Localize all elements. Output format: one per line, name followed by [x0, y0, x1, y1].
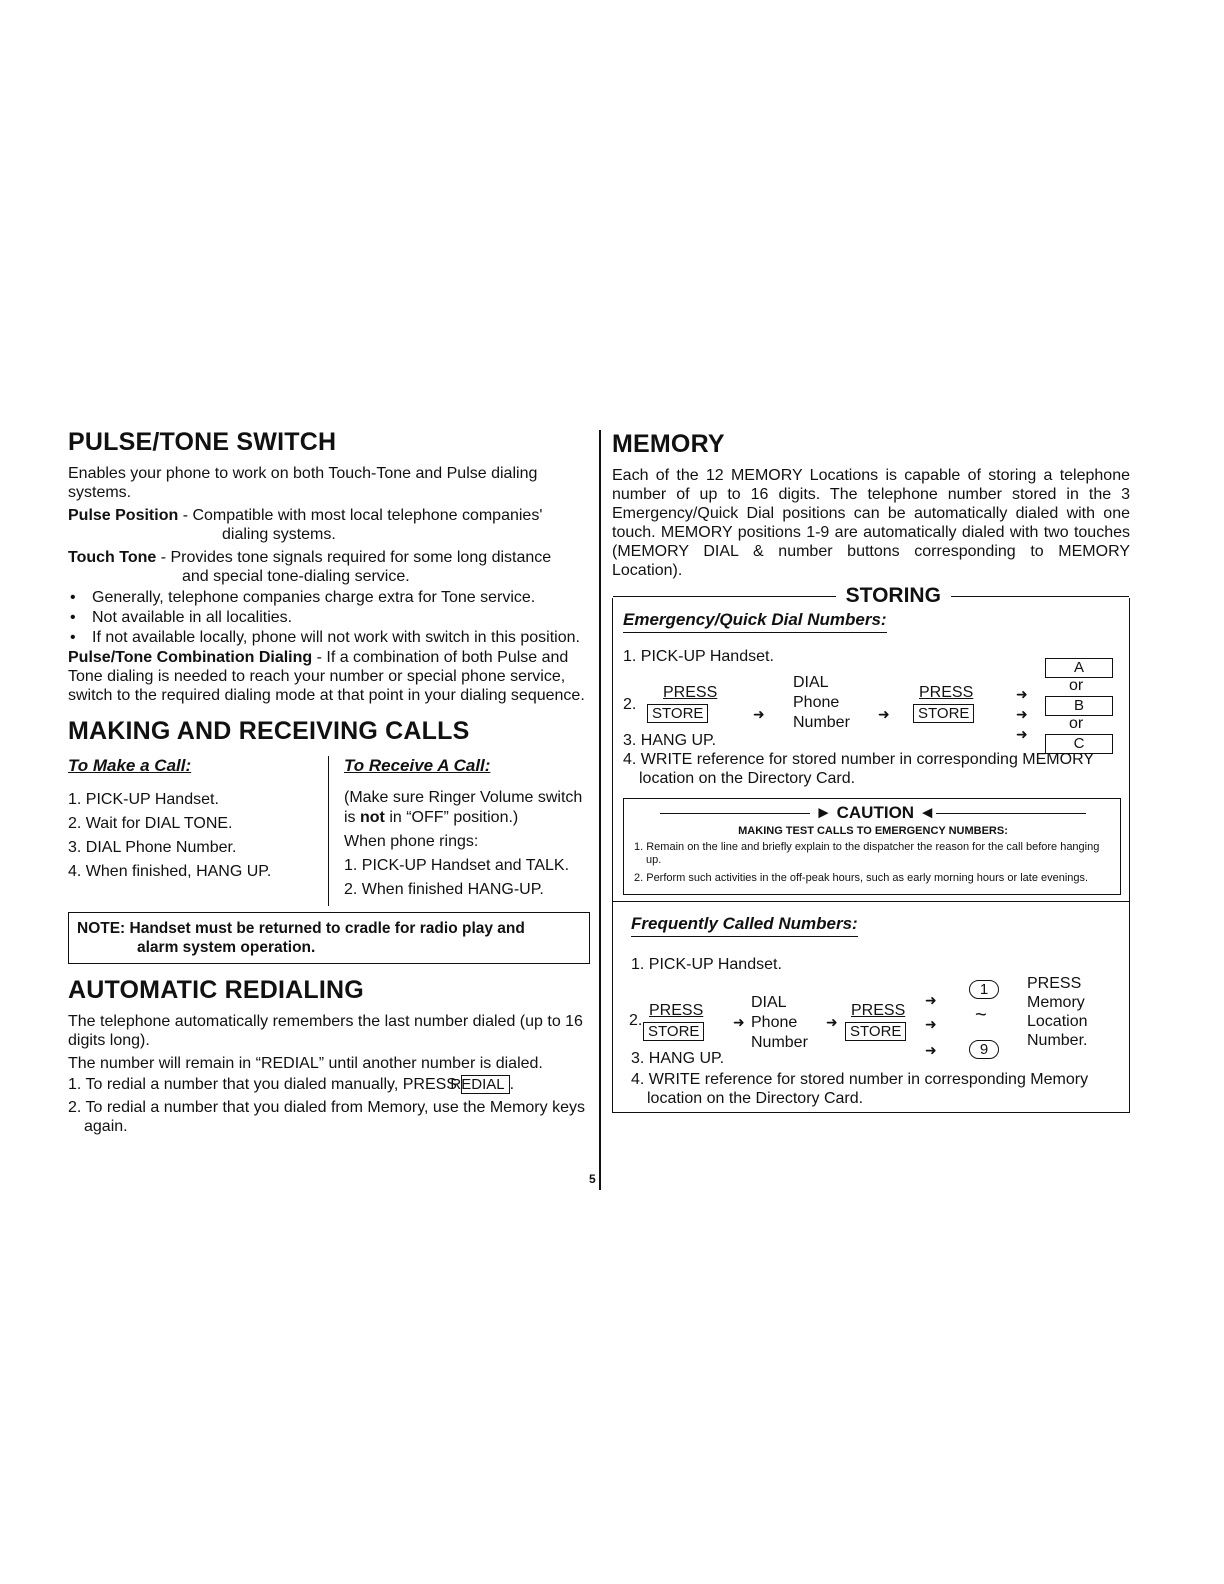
arrow-icon: ➜: [1016, 706, 1028, 722]
key-c: C: [1045, 734, 1113, 754]
emergency-title: Emergency/Quick Dial Numbers:: [623, 610, 887, 633]
ringer-note-a: (Make sure Ringer Volume switch is: [344, 789, 583, 826]
list-item: 4. When finished, HANG UP.: [68, 863, 272, 880]
receive-call-steps: [344, 854, 590, 902]
caution-title-row: ► CAUTION ◄: [634, 803, 1112, 823]
list-item: 1. PICK-UP Handset.: [68, 791, 219, 808]
key-1: 1: [969, 980, 999, 999]
touch-tone-term: Touch Tone: [68, 549, 157, 566]
touch-tone-def: [68, 548, 590, 586]
calls-heading: MAKING AND RECEIVING CALLS: [68, 717, 470, 745]
column-divider: [599, 430, 601, 1190]
pulse-position-text: - Compatible with most local telephone companies': [178, 507, 543, 524]
store-key-2: STORE: [845, 1022, 906, 1041]
press-label-2: PRESS: [851, 1002, 906, 1019]
key-b: B: [1045, 696, 1113, 716]
ringer-note: [344, 788, 590, 828]
step-2-number: 2.: [629, 1012, 643, 1029]
memory-intro: Each of the 12 MEMORY Locations is capable of storing a telephone number of up to 16 digits. The telephone number stored in the 3 Emergency/Quick Dial positions can be automatically dialed with one touch. MEMORY positions 1-9 are automatically dialed with two touches (MEMORY DIAL & number buttons corresponding to MEMORY Location).: [612, 467, 1130, 579]
redial-key: REDIAL: [461, 1075, 509, 1094]
key-a: A: [1045, 658, 1113, 678]
ringer-note-not: not: [360, 809, 385, 826]
arrow-icon: ➜: [1016, 726, 1028, 742]
pulse-position-term: Pulse Position: [68, 507, 179, 524]
or-label-2: or: [1069, 715, 1084, 732]
arrow-icon: ➜: [826, 1014, 838, 1030]
caution-box: [623, 798, 1121, 895]
redial-step-1-text: 1. To redial a number that you dialed manually, PRESS: [68, 1076, 457, 1093]
key-9: 9: [969, 1040, 999, 1059]
list-item: • Not available in all localities.: [68, 608, 590, 627]
caution-list: [634, 841, 1112, 885]
freq-step-1: 1. PICK-UP Handset.: [631, 956, 782, 973]
redial-para-2: The number will remain in “REDIAL” until another number is dialed.: [68, 1055, 543, 1072]
list-item: 1. PICK-UP Handset and TALK.: [344, 857, 570, 874]
redial-step-1: 1. To redial a number that you dialed manually, PRESS REDIAL .: [68, 1076, 515, 1093]
page-number: 5: [589, 1172, 596, 1186]
tone-notes-list: [68, 588, 590, 647]
handset-note: [68, 912, 590, 964]
arrow-icon: ➜: [733, 1014, 745, 1030]
combination-dialing-def: [68, 648, 590, 705]
emergency-step-1: 1. PICK-UP Handset.: [623, 648, 774, 665]
dial-label: DIAL: [793, 674, 829, 691]
receive-call-title: To Receive A Call:: [344, 756, 491, 775]
left-column: [68, 428, 590, 1136]
emergency-step-4: 4. WRITE reference for stored number in corresponding MEMORY location on the Directory Card.: [623, 751, 1094, 787]
number-label: Number: [793, 714, 850, 731]
make-call-section: [68, 756, 328, 906]
press-label-2: PRESS: [919, 684, 974, 701]
ringer-note-c: in “OFF” position.): [384, 809, 519, 826]
memory-heading: MEMORY: [612, 430, 725, 458]
list-item: • If not available locally, phone will not work with switch in this position.: [68, 628, 590, 647]
frequent-box: [612, 902, 1130, 1113]
press-label: PRESS: [663, 684, 718, 701]
freq-step-3: 3. HANG UP.: [631, 1050, 725, 1067]
touch-tone-text-2: and special tone-dialing service.: [182, 568, 410, 585]
dial-label: DIAL: [751, 994, 787, 1011]
make-call-title: To Make a Call:: [68, 756, 192, 775]
arrow-icon: ➜: [925, 1042, 937, 1058]
press-memory-l3: Location: [1027, 1013, 1088, 1030]
list-item: 3. DIAL Phone Number.: [68, 839, 237, 856]
pulse-position-text-2: dialing systems.: [222, 526, 336, 543]
range-tilde: ~: [975, 1004, 987, 1026]
pulse-position-def: [68, 506, 590, 544]
press-memory-l4: Number.: [1027, 1032, 1088, 1049]
combination-dialing-term: Pulse/Tone Combination Dialing: [68, 649, 313, 666]
caution-subtitle: MAKING TEST CALLS TO EMERGENCY NUMBERS:: [738, 825, 1008, 837]
redial-para-1: The telephone automatically remembers the last number dialed (up to 16 digits long).: [68, 1013, 583, 1049]
when-rings: When phone rings:: [344, 833, 479, 850]
storing-title-row: [613, 584, 1129, 608]
arrow-icon: ➜: [878, 706, 890, 722]
note-line-2: alarm system operation.: [137, 939, 316, 956]
pulse-tone-heading: PULSE/TONE SWITCH: [68, 428, 337, 456]
pulse-tone-intro: Enables your phone to work on both Touch-Tone and Pulse dialing systems.: [68, 465, 538, 501]
freq-step-4: 4. WRITE reference for stored number in corresponding Memory location on the Directory Card.: [631, 1071, 1089, 1107]
list-item: 2. When finished HANG-UP.: [344, 881, 544, 898]
press-memory-label: [1027, 974, 1088, 1050]
arrow-icon: ➜: [925, 992, 937, 1008]
arrow-icon: ➜: [1016, 686, 1028, 702]
emergency-step-3: 3. HANG UP.: [623, 732, 717, 749]
right-column: [612, 430, 1130, 1113]
press-label: PRESS: [649, 1002, 704, 1019]
list-item: 1. Remain on the line and briefly explain to the dispatcher the reason for the call before hanging up.: [634, 841, 1100, 866]
arrow-icon: ➜: [925, 1016, 937, 1032]
list-item: 2. Perform such activities in the off-peak hours, such as early morning hours or late evenings.: [634, 872, 1089, 884]
press-memory-l2: Memory: [1027, 994, 1085, 1011]
frequent-title: Frequently Called Numbers:: [631, 914, 858, 937]
press-memory-l1: PRESS: [1027, 975, 1082, 992]
store-key-2: STORE: [913, 704, 974, 723]
touch-tone-text: - Provides tone signals required for some long distance: [156, 549, 552, 566]
store-key: STORE: [647, 704, 708, 723]
redial-step-2: 2. To redial a number that you dialed from Memory, use the Memory keys again.: [68, 1099, 585, 1135]
emergency-step-2-diagram: [623, 659, 1121, 752]
receive-call-section: [328, 756, 590, 906]
number-label: Number: [751, 1034, 808, 1051]
make-call-steps: [68, 788, 328, 884]
caution-title: CAUTION: [836, 803, 915, 822]
step-2-number: 2.: [623, 696, 637, 713]
calls-columns: [68, 756, 590, 906]
redial-heading: AUTOMATIC REDIALING: [68, 976, 364, 1004]
store-key: STORE: [643, 1022, 704, 1041]
combination-dialing-text: - If a combination of both Pulse and Tone dialing is needed to reach your number or special phone service, switch to the required dialing mode at that point in your dialing sequence.: [68, 649, 585, 704]
storing-box: [612, 584, 1130, 902]
note-line-1: NOTE: Handset must be returned to cradle for radio play and: [77, 920, 525, 937]
or-label: or: [1069, 677, 1084, 694]
arrow-icon: ➜: [753, 706, 765, 722]
phone-label: Phone: [793, 694, 840, 711]
list-item: • Generally, telephone companies charge extra for Tone service.: [68, 588, 590, 607]
storing-title: STORING: [845, 584, 941, 607]
phone-label: Phone: [751, 1014, 798, 1031]
freq-step-2-diagram: [629, 975, 1121, 1068]
list-item: 2. Wait for DIAL TONE.: [68, 815, 233, 832]
